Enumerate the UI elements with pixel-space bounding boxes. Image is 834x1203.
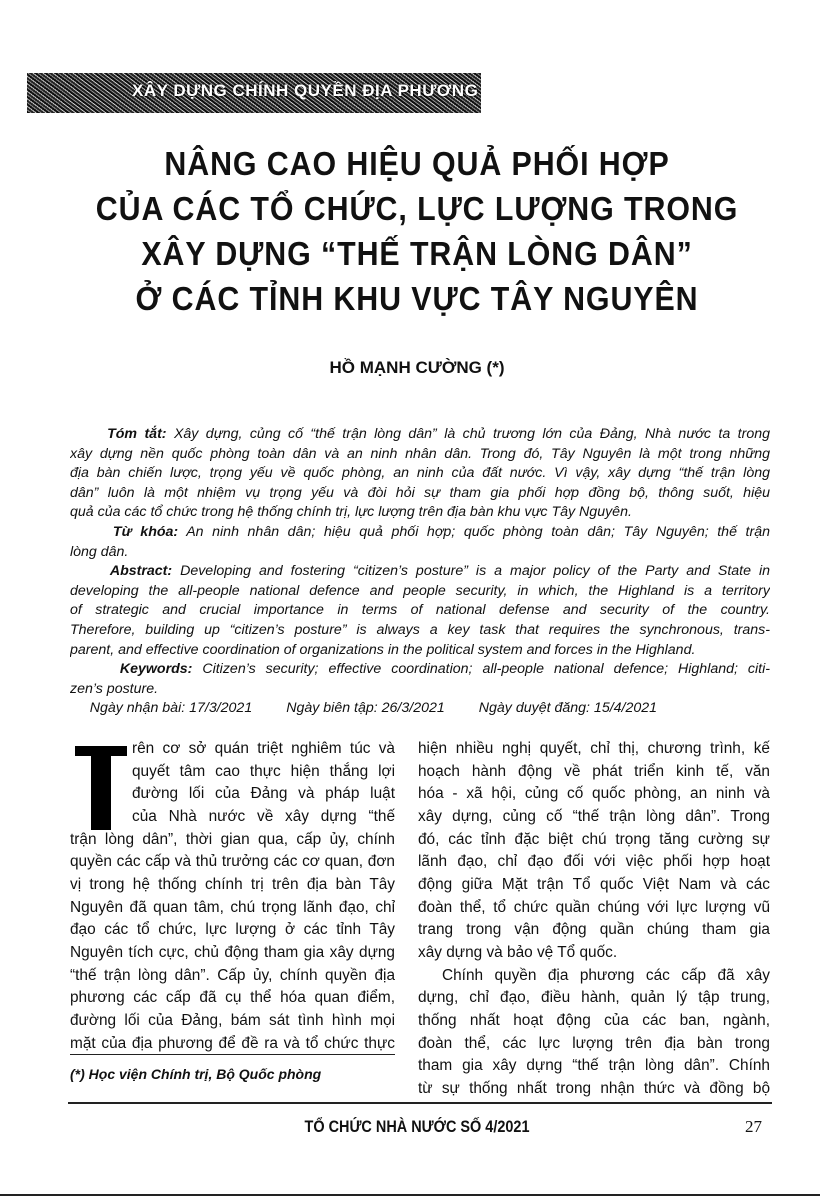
summary-line: quả của các tổ chức trong hệ thống chính trị, lực lượng trên địa bàn khu vực Tây Nguyên. — [70, 504, 632, 521]
keywords-en-text: Citizen’s security; effective coordination; all-people national defence; Highland; citi- — [192, 661, 770, 678]
summary-label: Tóm tắt: — [107, 426, 167, 442]
abstract-en-line: of strategic and crucial importance in terms of national defense and security of the country. — [70, 602, 770, 619]
keywords-vi-line — [70, 523, 770, 543]
abstract-en-text: Developing and fostering “citizen’s posture” is a major policy of the Party and State in — [172, 563, 770, 580]
title-line: Ở CÁC TỈNH KHU VỰC TÂY NGUYÊN — [135, 280, 699, 317]
date-edited: Ngày biên tập: 26/3/2021 — [286, 700, 445, 717]
body-line: hiện nhiều nghị quyết, chỉ thị, chương trình, kế — [418, 740, 770, 757]
body-line: thống nhất hoạt động của các ban, ngành, — [418, 1011, 770, 1029]
keywords-en-line: zen’s posture. — [70, 680, 159, 697]
summary-text: Xây dựng, củng cố “thế trận lòng dân” là chủ trương lớn của Đảng, Nhà nước ta trong — [166, 426, 770, 442]
body-line: Chính quyền địa phương các cấp đã xây — [442, 966, 770, 984]
abstract-en-line: Therefore, building up “citizen’s posture” is always a key task that requires the synchronous, trans- — [70, 621, 770, 638]
author-name: HỒ MẠNH CƯỜNG (*) — [329, 358, 505, 377]
body-line: trận lòng dân”, thời gian qua, cấp ủy, chính — [70, 830, 395, 848]
body-line: vị trong hệ thống chính trị trên địa bàn Tây — [70, 875, 395, 893]
keywords-vi-text: An ninh nhân dân; hiệu quả phối hợp; quốc phòng toàn dân; Tây Nguyên; thế trận — [178, 523, 770, 540]
scan-edge-line — [0, 1194, 820, 1196]
summary-line: dân” luôn là một nhiệm vụ trọng yếu và đòi hỏi sự tham gia phối hợp đồng bộ, thông suốt, hiệu — [70, 484, 770, 501]
body-line: đạo các tổ chức, lực lượng ở các tỉnh Tây — [70, 921, 395, 939]
abstract-block — [70, 425, 770, 719]
body-line: Nguyên tích cực, chủ động tham gia xây dựng — [70, 943, 395, 961]
summary-line — [70, 425, 770, 445]
body-line: của Nhà nước về xây dựng “thế — [132, 807, 395, 825]
keywords-vi-line: lòng dân. — [70, 543, 129, 560]
footnote-divider — [70, 1054, 395, 1055]
title-line: NÂNG CAO HIỆU QUẢ PHỐI HỢP — [164, 145, 670, 182]
body-line: hóa - xã hội, củng cố quốc phòng, an ninh và — [418, 785, 770, 803]
abstract-en-line — [70, 562, 770, 582]
keywords-en-label: Keywords: — [119, 661, 193, 678]
date-approved: Ngày duyệt đăng: 15/4/2021 — [478, 700, 658, 717]
body-line: lãnh đạo, chỉ đạo đối với việc phối hợp hoạt — [418, 853, 770, 871]
body-line: mặt của địa phương để đề ra và tổ chức thực — [70, 1034, 395, 1052]
article-dates — [70, 699, 770, 719]
body-line: động giữa Mặt trận Tổ quốc Việt Nam và các — [418, 875, 770, 893]
date-received: Ngày nhận bài: 17/3/2021 — [89, 700, 253, 717]
keywords-en-line — [70, 660, 770, 680]
body-column-right — [418, 738, 770, 1101]
title-line: CỦA CÁC TỔ CHỨC, LỰC LƯỢNG TRONG — [95, 190, 739, 227]
body-line: trang trong vận động quần chúng tham gia — [418, 921, 770, 939]
body-line: từ sự thống nhất trong nhận thức và đồng bộ — [418, 1079, 770, 1097]
section-banner-text: XÂY DỰNG CHÍNH QUYỀN ĐỊA PHƯƠNG — [132, 81, 479, 100]
section-banner — [27, 73, 481, 113]
abstract-en-line: parent, and effective coordination of organizations in the political system and forces in the Highland. — [70, 641, 696, 658]
journal-footer: TỔ CHỨC NHÀ NƯỚC SỐ 4/2021 — [304, 1117, 530, 1136]
body-line: hoạch hành động về phát triển kinh tế, văn — [418, 762, 770, 780]
body-line: đường lối của Đảng và pháp luật — [132, 785, 395, 803]
body-line: đường lối của Đảng, bám sát tình hình mọi — [70, 1011, 395, 1029]
body-line: rên cơ sở quán triệt nghiêm túc và — [132, 740, 395, 757]
article-title — [33, 141, 800, 321]
body-line: quyết tâm cao thực hiện thắng lợi — [132, 762, 395, 780]
body-line: đoàn thể, các lực lượng trên địa bàn trong — [418, 1034, 770, 1052]
summary-line: xây dựng nền quốc phòng toàn dân và an ninh nhân dân. Trong đó, Tây Nguyên là một trong những — [70, 445, 770, 462]
body-line: xây dựng, củng cố “thế trận lòng dân”. Trong — [418, 807, 770, 825]
body-line: quyền các cấp và thủ trưởng các cơ quan, đơn — [70, 853, 395, 871]
title-line: XÂY DỰNG “THẾ TRẬN LÒNG DÂN” — [141, 235, 693, 272]
footer-divider — [68, 1102, 772, 1104]
body-line: dựng, chỉ đạo, điều hành, quản lý tập trung, — [418, 989, 770, 1007]
body-column-left — [70, 738, 395, 1055]
abstract-en-label: Abstract: — [109, 563, 173, 580]
body-line: tham gia xây dựng “thế trận lòng dân”. Chính — [418, 1057, 770, 1075]
body-line: phương các cấp đã cụ thể hóa quan điểm, — [70, 989, 395, 1007]
page-number: 27 — [745, 1117, 762, 1136]
summary-line: địa bàn chiến lược, trọng yếu về quốc phòng, an ninh của đất nước. Vì vậy, xây dựng “thế trận lòng — [70, 465, 770, 482]
body-line: đoàn thể, tổ chức quần chúng với lực lượng vũ — [418, 898, 770, 916]
body-line: đó, các tỉnh đặc biệt chú trọng tăng cường sự — [418, 830, 770, 848]
footnote: (*) Học viện Chính trị, Bộ Quốc phòng — [70, 1066, 322, 1082]
keywords-vi-label: Từ khóa: — [112, 523, 179, 540]
body-line: Nguyên đã quan tâm, chú trọng lãnh đạo, chỉ — [70, 898, 395, 916]
body-line: “thế trận lòng dân”. Cấp ủy, chính quyền địa — [70, 966, 395, 984]
abstract-en-line: developing the all-people national defence and people security, in which, the Highland is a territory — [70, 582, 770, 599]
body-line: xây dựng và bảo vệ Tổ quốc. — [418, 943, 618, 961]
